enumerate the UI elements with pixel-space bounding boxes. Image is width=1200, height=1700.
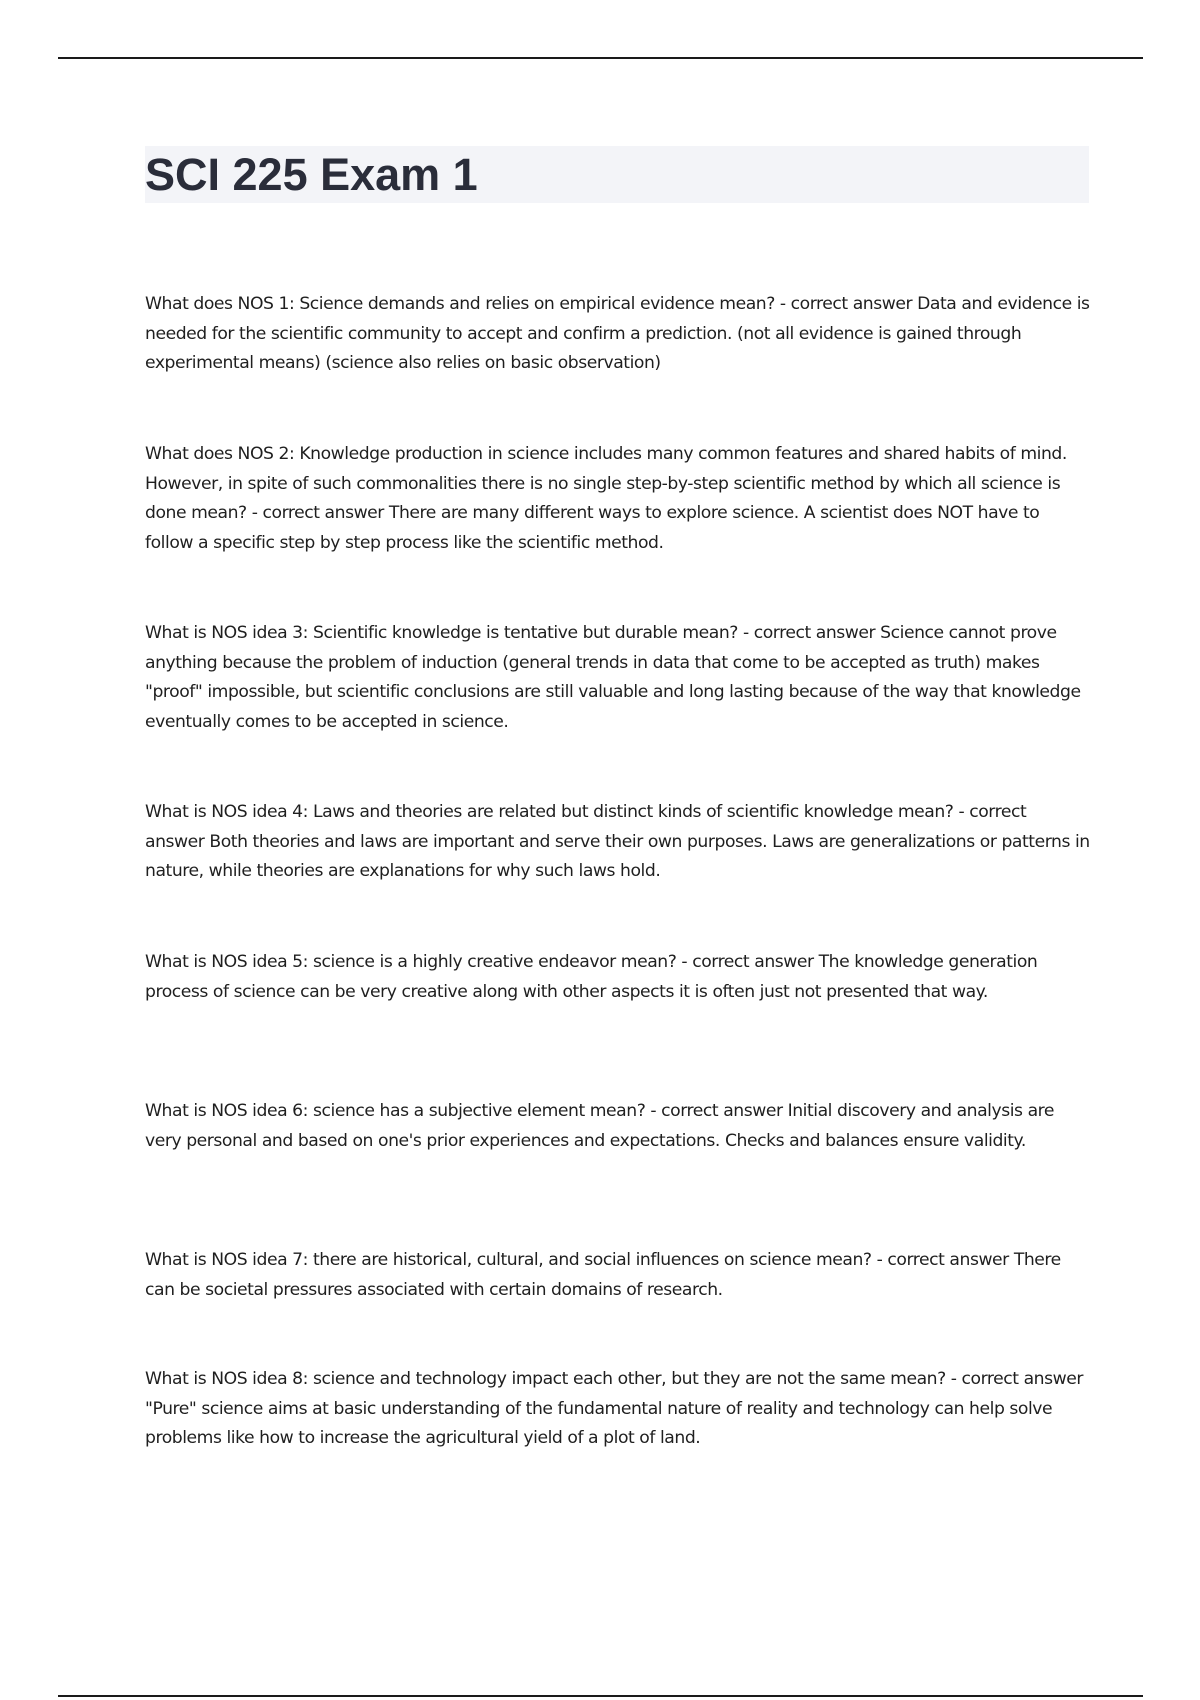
qa-item-7: What is NOS idea 7: there are historical, cultural, and social influences on science mean? - correct answer There can be societal pressures associated with certain domains of research. xyxy=(145,1250,1061,1300)
page-title: SCI 225 Exam 1 xyxy=(145,149,478,200)
qa-item-3: What is NOS idea 3: Scientific knowledge is tentative but durable mean? - correct answer Science cannot prove anything because the problem of induction (general trends in data that come to be accepted as truth) makes "proof" impossible, but scientific conclusions are still valuable and long lasting because of the way that knowledge eventually comes to be accepted in science. xyxy=(145,623,1081,732)
qa-item-2: What does NOS 2: Knowledge production in science includes many common features and shared habits of mind. However, in spite of such commonalities there is no single step-by-step scientific method by which all science is done mean? - correct answer There are many different ways to explore science. A scientist does NOT have to follow a specific step by step process like the scientific method. xyxy=(145,444,1067,553)
bottom-rule xyxy=(58,1695,1143,1697)
qa-item-1: What does NOS 1: Science demands and relies on empirical evidence mean? - correct answer Data and evidence is needed for the scientific community to accept and confirm a prediction. (not all evidence is gained through experimental means) (science also relies on basic observation) xyxy=(145,294,1090,373)
qa-item-5: What is NOS idea 5: science is a highly creative endeavor mean? - correct answer The knowledge generation process of science can be very creative along with other aspects it is often just not presented that way. xyxy=(145,952,1038,1002)
qa-item-6: What is NOS idea 6: science has a subjective element mean? - correct answer Initial discovery and analysis are very personal and based on one's prior experiences and expectations. Checks and balances ensure validity. xyxy=(145,1101,1055,1151)
top-rule xyxy=(58,57,1143,59)
title-banner xyxy=(145,146,1089,203)
qa-item-8: What is NOS idea 8: science and technology impact each other, but they are not the same mean? - correct answer "Pure" science aims at basic understanding of the fundamental nature of reality and technology can help solve problems like how to increase the agricultural yield of a plot of land. xyxy=(145,1369,1083,1448)
qa-item-4: What is NOS idea 4: Laws and theories are related but distinct kinds of scientific knowledge mean? - correct answer Both theories and laws are important and serve their own purposes. Laws are generalizations or patterns in nature, while theories are explanations for why such laws hold. xyxy=(145,802,1090,881)
